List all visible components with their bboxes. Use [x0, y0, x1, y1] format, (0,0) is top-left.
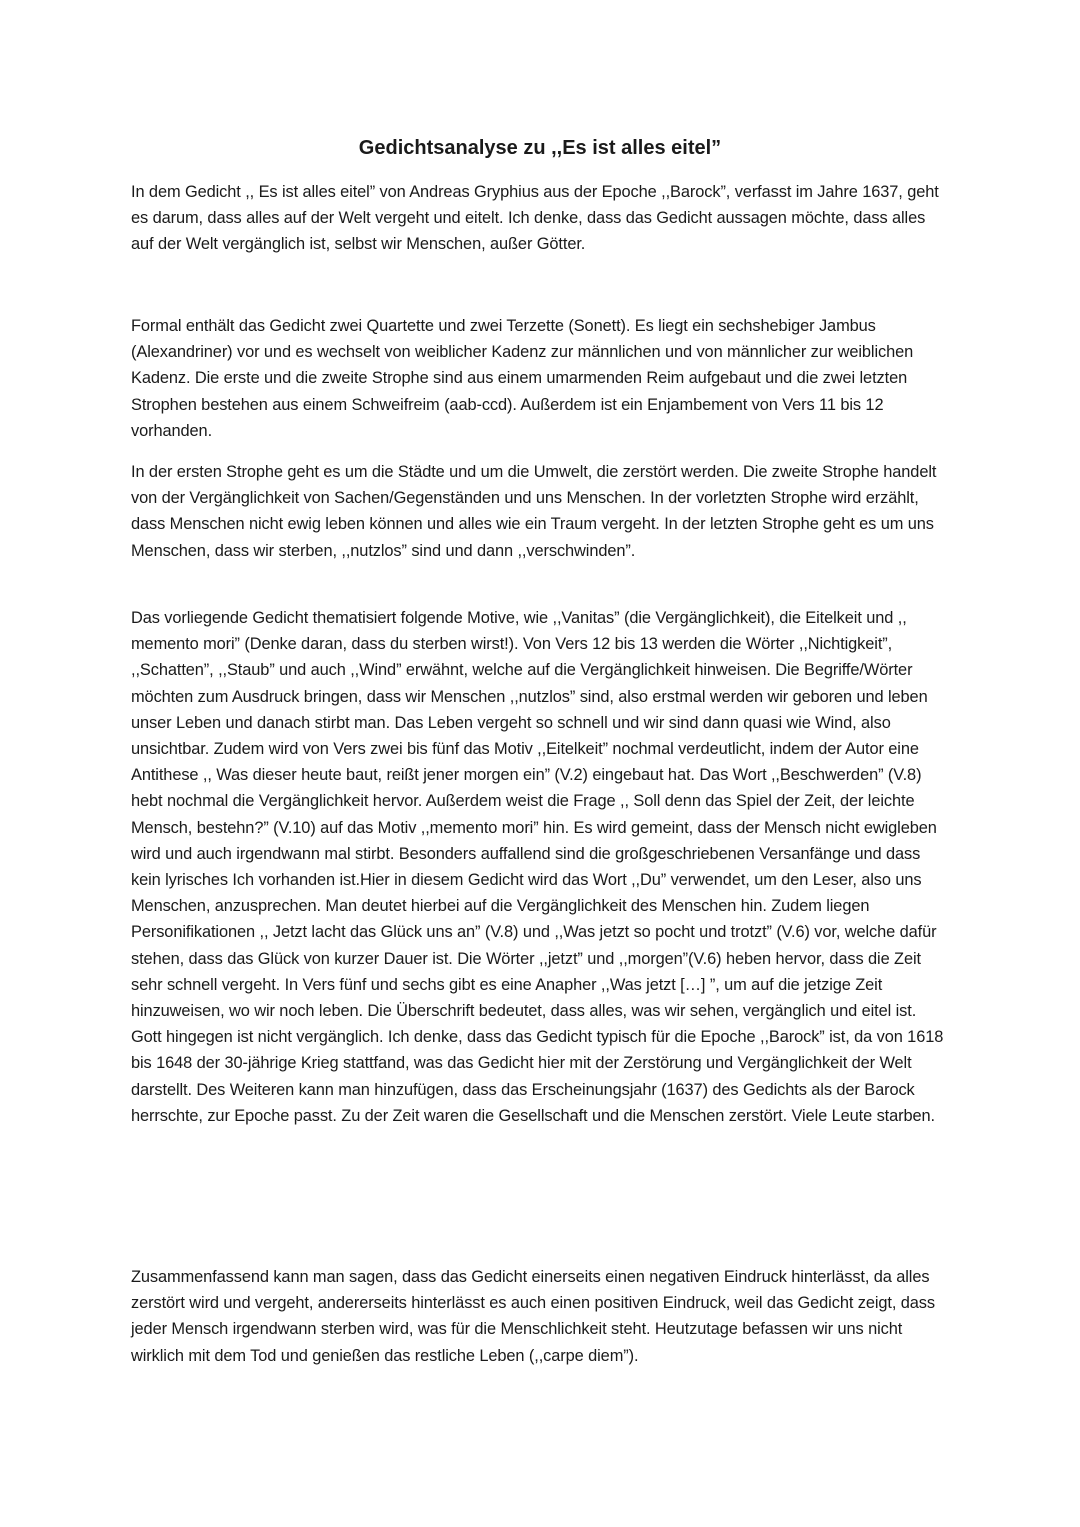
document-title: Gedichtsanalyse zu ,,Es ist alles eitel” [358, 137, 722, 159]
paragraph-motif-analysis: Das vorliegende Gedicht thematisiert folgende Motive, wie ,,Vanitas” (die Vergänglichkeit), die Eitelkeit und ,, memento mori” (Denke daran, dass du sterben wirst!). Von Vers 12 bis 13 werden die Wörter ,,Nichtigkeit”, ,,Schatten”, ,,Staub” und auch ,,Wind” erwähnt, welche auf die Vergänglichkeit hinweisen. Die Begriffe/Wörter möchten zum Ausdruck bringen, dass wir Menschen ,,nutzlos” sind, also erstmal werden wir geboren und leben unser Leben und danach stirbt man. Das Leben vergeht so schnell und wir sind dann quasi wie Wind, also unsichtbar. Zudem wird von Vers zwei bis fünf das Motiv ,,Eitelkeit” nochmal verdeutlicht, indem der Autor eine Antithese ,, Was dieser heute baut, reißt jener morgen ein” (V.2) eingebaut hat. Das Wort ,,Beschwerden” (V.8) hebt nochmal die Vergänglichkeit hervor. Außerdem weist die Frage ,, Soll denn das Spiel der Zeit, der leichte Mensch, bestehn?” (V.10) auf das Motiv ,,memento mori” hin. Es wird gemeint, dass der Mensch nicht ewigleben wird und auch irgendwann mal stirbt. Besonders auffallend sind die großgeschriebenen Versanfänge und dass kein lyrisches Ich vorhanden ist.Hier in diesem Gedicht wird das Wort ,,Du” verwendet, um den Leser, also uns Menschen, anzusprechen. Man deutet hierbei auf die Vergänglichkeit des Menschen hin. Zudem liegen Personifikationen ,, Jetzt lacht das Glück uns an” (V.8) und ,,Was jetzt so pocht und trotzt” (V.6) vor, welche dafür stehen, dass das Glück von kurzer Dauer ist. Die Wörter ,,jetzt” und ,,morgen”(V.6) heben hervor, dass die Zeit sehr schnell vergeht. In Vers fünf und sechs gibt es eine Anapher ,,Was jetzt […] ”, um auf die jetzige Zeit hinzuweisen, wo wir noch leben. Die Überschrift bedeutet, dass alles, was wir sehen, vergänglich und eitel ist. Gott hingegen ist nicht vergänglich. Ich denke, dass das Gedicht typisch für die Epoche ,,Barock” ist, da von 1618 bis 1648 der 30-jährige Krieg stattfand, was das Gedicht hier mit der Zerstörung und Vergänglichkeit der Welt darstellt. Des Weiteren kann man hinzufügen, dass das Erscheinungsjahr (1637) des Gedichts als der Barock herrschte, zur Epoche passt. Zu der Zeit waren die Gesellschaft und die Menschen zerstört. Viele Leute starben. [131, 609, 944, 1125]
paragraph-form-analysis: Formal enthält das Gedicht zwei Quartette und zwei Terzette (Sonett). Es liegt ein sechshebiger Jambus (Alexandriner) vor und es wechselt von weiblicher Kadenz zur männlichen und von männlicher zur weiblichen Kadenz. Die erste und die zweite Strophe sind aus einem umarmenden Reim aufgebaut und die zwei letzten Strophen bestehen aus einem Schweifreim (aab-ccd). Außerdem ist ein Enjambement von Vers 11 bis 12 vorhanden. [131, 317, 914, 440]
paragraph-introduction: In dem Gedicht ,, Es ist alles eitel” von Andreas Gryphius aus der Epoche ,,Barock”, verfasst im Jahre 1637, geht es darum, dass alles auf der Welt vergeht und eitelt. Ich denke, dass das Gedicht aussagen möchte, dass alles auf der Welt vergänglich ist, selbst wir Menschen, außer Götter. [131, 183, 939, 254]
paragraph-conclusion: Zusammenfassend kann man sagen, dass das Gedicht einerseits einen negativen Eindruck hinterlässt, da alles zerstört wird und vergeht, andererseits hinterlässt es auch einen positiven Eindruck, weil das Gedicht zeigt, dass jeder Mensch irgendwann sterben wird, was für die Menschlichkeit steht. Heutzutage befassen wir uns nicht wirklich mit dem Tod und genießen das restliche Leben (,,carpe diem”). [131, 1268, 935, 1365]
paragraph-content-summary: In der ersten Strophe geht es um die Städte und um die Umwelt, die zerstört werden. Die zweite Strophe handelt von der Vergänglichkeit von Sachen/Gegenständen und uns Menschen. In der vorletzten Strophe wird erzählt, dass Menschen nicht ewig leben können und alles wie ein Traum vergeht. In der letzten Strophe geht es um uns Menschen, dass wir sterben, ,,nutzlos” sind und dann ,,verschwinden”. [131, 463, 937, 560]
